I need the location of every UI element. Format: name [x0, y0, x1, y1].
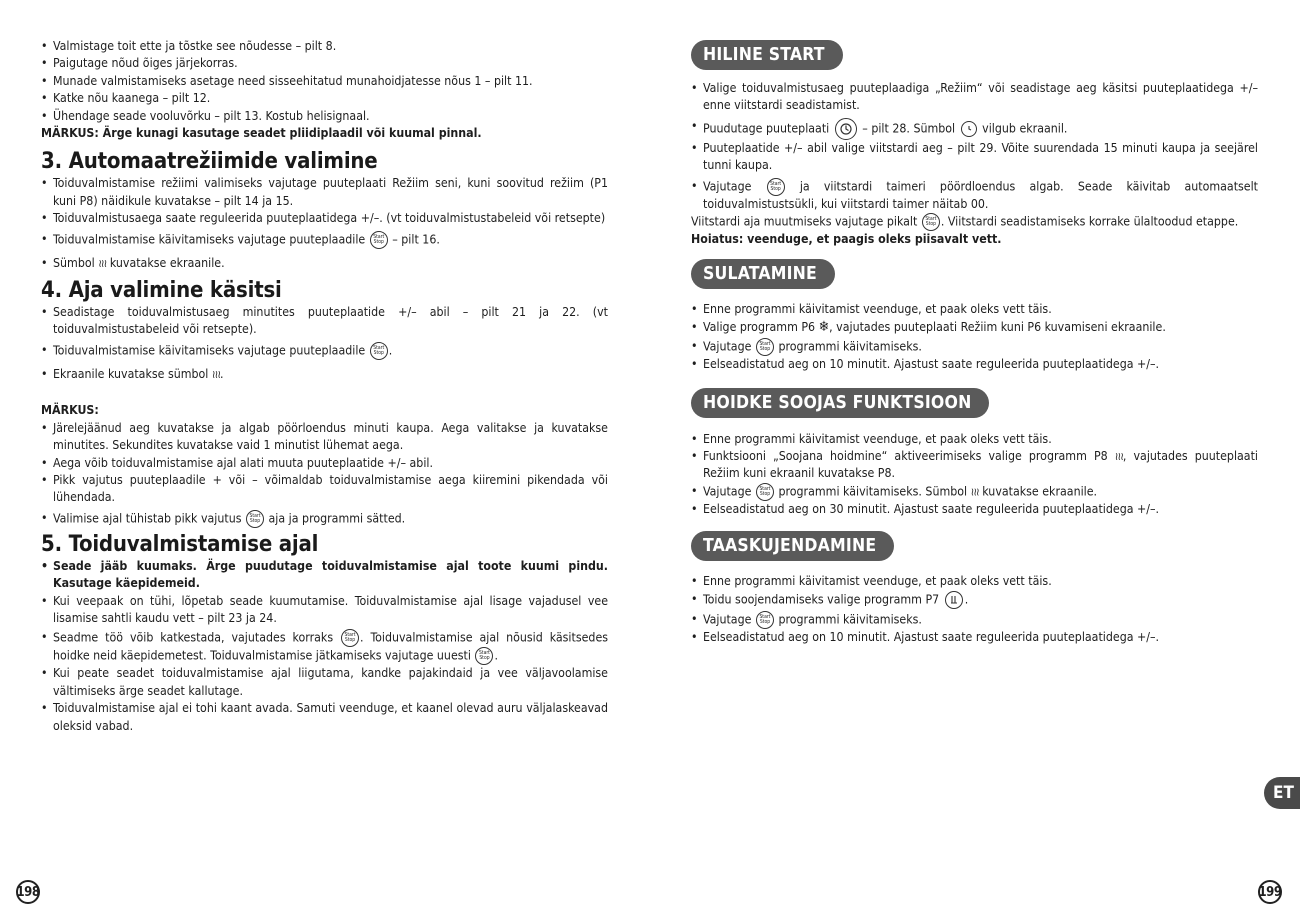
left-column — [41, 38, 608, 735]
reheat-heading: TAASKUJENDAMINE — [691, 531, 894, 561]
thaw-heading: SULATAMINE — [691, 259, 835, 289]
right-column — [691, 40, 1258, 646]
list-item: • Munade valmistamiseks asetage need sisseehitatud munahoidjatesse nõus 1 – pilt 11. — [41, 73, 608, 90]
clock-icon — [961, 121, 977, 137]
section-4-title: 4. Aja valimine käsitsi — [41, 278, 282, 304]
list-item: • Ekraanile kuvatakse sümbol ≀≀≀. — [41, 366, 608, 383]
list-item: • Enne programmi käivitamist veenduge, et paak oleks vett täis. — [691, 431, 1258, 448]
list-item: • Toidu soojendamiseks valige programm P7 . — [691, 591, 1258, 609]
list-item: • Valige toiduvalmistusaeg puuteplaadiga „Režiim“ või seadistage aeg käsitsi puuteplaatidega +/– enne viitstardi seadistamist. — [691, 80, 1258, 115]
start-stop-icon: Start Stop — [370, 231, 388, 249]
start-stop-icon: Start Stop — [756, 483, 774, 501]
paragraph: Viitstardi aja muutmiseks vajutage pikalt Start Stop . Viitstardi seadistamiseks korrake ülaltoodud etappe. — [691, 213, 1258, 231]
late-start-heading: HILINE START — [691, 40, 843, 70]
page-number-right: 199 — [1258, 880, 1282, 904]
list-item: • Toiduvalmistamise käivitamiseks vajutage puuteplaadile Start Stop . — [41, 342, 608, 360]
list-item: • Toiduvalmistamise režiimi valimiseks vajutage puuteplaati Režiim seni, kuni soovitud režiim (P1 kuni P8) näidikule kuvatakse – pilt 14 ja 15. — [41, 175, 608, 210]
list-item: • Seadme töö võib katkestada, vajutades korraks Start Stop . Toiduvalmistamise ajal nõusid käsitsedes hoidke neid käepidemetest. Toiduvalmistamise jätkamiseks vajutage uuesti Start Stop . — [41, 629, 608, 665]
steam-icon: ≀≀≀ — [98, 256, 107, 270]
section-5-title: 5. Toiduvalmistamise ajal — [41, 531, 319, 557]
list-item: • Aega võib toiduvalmistamise ajal alati muuta puuteplaatide +/– abil. — [41, 455, 608, 472]
list-item: • Funktsiooni „Soojana hoidmine“ aktiveerimiseks valige programm P8 ≀≀≀, vajutades puuteplaati Režiim kuni ekraanil kuvatakse P8. — [691, 448, 1258, 483]
steam-icon: ≀≀≀ — [970, 485, 979, 499]
list-item: • Vajutage Start Stop ja viitstardi taimeri pöördloendus algab. Seade käivitab automaatselt toiduvalmistustsükli, kui viitstardi taimer näitab 00. — [691, 178, 1258, 213]
list-item: • Vajutage Start Stop programmi käivitamiseks. — [691, 338, 1258, 356]
list-item: • Järelejäänud aeg kuvatakse ja algab pöörloendus minuti kaupa. Aega valitakse ja kuvatakse minutites. Sekundites kuvatakse vaid 1 minutist lühemat aega. — [41, 420, 608, 455]
section-3-title: 3. Automaatrežiimide valimine — [41, 149, 378, 175]
list-item: • Pikk vajutus puuteplaadile + või – võimaldab toiduvalmistamise aega kiiremini pikendada või lühendada. — [41, 472, 608, 507]
list-item: • Toiduvalmistamise ajal ei tohi kaant avada. Samuti veenduge, et kaanel olevad auru väljalaskeavad oleksid vabad. — [41, 700, 608, 735]
list-item: • Eelseadistatud aeg on 30 minutit. Ajastust saate reguleerida puuteplaatidega +/–. — [691, 501, 1258, 518]
start-stop-icon: Start Stop — [756, 338, 774, 356]
steam-icon: ≀≀≀ — [211, 367, 221, 381]
list-item: • Seade jääb kuumaks. Ärge puudutage toiduvalmistamise ajal toote kuumi pindu. Kasutage käepidemeid. — [41, 558, 608, 593]
list-item: • Vajutage Start Stop programmi käivitamiseks. Sümbol ≀≀≀ kuvatakse ekraanile. — [691, 483, 1258, 501]
list-item: • Toiduvalmistamise käivitamiseks vajutage puuteplaadile Start Stop – pilt 16. — [41, 231, 608, 249]
intro-list — [41, 38, 608, 142]
list-item: • Valmistage toit ette ja tõstke see nõudesse – pilt 8. — [41, 38, 608, 55]
note-label: MÄRKUS: — [41, 403, 99, 418]
start-stop-icon: Start Stop — [246, 510, 264, 528]
start-stop-icon: Start Stop — [922, 213, 940, 231]
keep-warm-heading: HOIDKE SOOJAS FUNKTSIOON — [691, 388, 989, 418]
list-item: • Kui veepaak on tühi, lõpetab seade kuumutamise. Toiduvalmistamise ajal lisage vajadusel vee lisamise sahtli kaudu vett – pilt 23 ja 24. — [41, 593, 608, 628]
list-item: • Eelseadistatud aeg on 10 minutit. Ajastust saate reguleerida puuteplaatidega +/–. — [691, 356, 1258, 373]
reheat-icon — [945, 591, 963, 609]
list-item: • Katke nõu kaanega – pilt 12. — [41, 90, 608, 107]
start-stop-icon: Start Stop — [767, 178, 785, 196]
start-stop-icon: Start Stop — [475, 647, 493, 665]
snowflake-icon: ❄ — [818, 318, 830, 335]
list-item: • Enne programmi käivitamist veenduge, et paak oleks vett täis. — [691, 573, 1258, 590]
list-item: • Puudutage puuteplaati – pilt 28. Sümbol vilgub ekraanil. — [691, 118, 1258, 140]
intro-note: MÄRKUS: Ärge kunagi kasutage seadet pliidiplaadil või kuumal pinnal. — [41, 126, 482, 141]
list-item: • Valimise ajal tühistab pikk vajutus Start Stop aja ja programmi sätted. — [41, 510, 608, 528]
language-tab: ET — [1264, 777, 1300, 809]
list-item: • Sümbol ≀≀≀ kuvatakse ekraanile. — [41, 255, 608, 272]
list-item: • Paigutage nõud õiges järjekorras. — [41, 55, 608, 72]
page-number-left: 198 — [16, 880, 40, 904]
list-item: • Enne programmi käivitamist veenduge, et paak oleks vett täis. — [691, 301, 1258, 318]
list-item: • Ühendage seade vooluvõrku – pilt 13. Kostub helisignaal. — [41, 108, 608, 125]
list-item: • Puuteplaatide +/– abil valige viitstardi aeg – pilt 29. Võite suurendada 15 minuti kaupa ja seejärel tunni kaupa. — [691, 140, 1258, 175]
warning-text: Hoiatus: veenduge, et paagis oleks piisavalt vett. — [691, 232, 1002, 247]
start-stop-icon: Start Stop — [756, 611, 774, 629]
list-item: • Vajutage Start Stop programmi käivitamiseks. — [691, 611, 1258, 629]
start-stop-icon: Start Stop — [370, 342, 388, 360]
list-item: • Kui peate seadet toiduvalmistamise ajal liigutama, kandke pajakindaid ja vee väljavoolamise vältimiseks ärge seadet kallutage. — [41, 665, 608, 700]
list-item: • Toiduvalmistusaega saate reguleerida puuteplaatidega +/–. (vt toiduvalmistustabeleid või retsepte) — [41, 210, 608, 227]
start-stop-icon: Start Stop — [341, 629, 359, 647]
list-item: • Valige programm P6 ❄, vajutades puuteplaati Režiim kuni P6 kuvamiseni ekraanile. — [691, 319, 1258, 336]
delay-start-icon — [835, 118, 857, 140]
list-item: • Seadistage toiduvalmistusaeg minutites puuteplaatide +/– abil – pilt 21 ja 22. (vt toiduvalmistustabeleid või retsepte). — [41, 304, 608, 339]
steam-icon: ≀≀≀ — [1114, 450, 1123, 464]
list-item: • Eelseadistatud aeg on 10 minutit. Ajastust saate reguleerida puuteplaatidega +/–. — [691, 629, 1258, 646]
